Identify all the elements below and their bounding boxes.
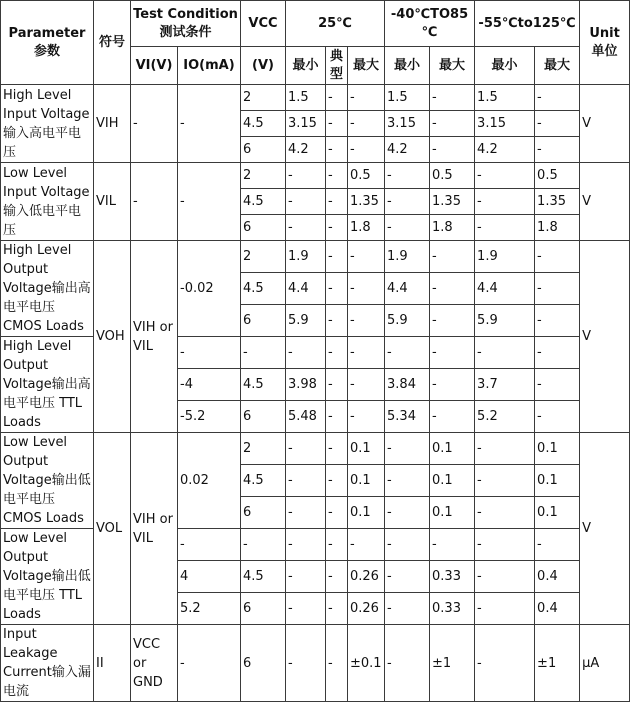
cell: - <box>430 137 475 163</box>
header-row <box>1 1 630 47</box>
table-row <box>1 163 630 189</box>
cell: 1.9 <box>385 241 430 273</box>
cell: 1.35 <box>430 189 475 215</box>
cell: - <box>475 163 535 189</box>
header-symbol: 符号 <box>94 1 131 85</box>
cell: 0.1 <box>348 465 385 497</box>
cell: - <box>286 593 326 625</box>
cell: - <box>535 369 580 401</box>
cell: - <box>385 337 430 369</box>
cell: ±1 <box>535 625 580 702</box>
cell: 4.5 <box>241 273 286 305</box>
cell: - <box>475 529 535 561</box>
vil-parameter: Low Level Input Voltage输入低电平电压 <box>1 163 94 241</box>
header-40c-85c: -40℃TO85℃ <box>385 1 475 47</box>
cell: - <box>348 305 385 337</box>
voh-cmos-parameter: High Level Output Voltage输出高电平电压 CMOS Loads <box>1 241 94 337</box>
cell: - <box>348 137 385 163</box>
cell: - <box>385 625 430 702</box>
cell: - <box>326 561 348 593</box>
ii-unit: μA <box>580 625 630 702</box>
cell: - <box>475 497 535 529</box>
cell: 4.4 <box>286 273 326 305</box>
cell: -5.2 <box>178 401 241 433</box>
cell: 3.15 <box>385 111 430 137</box>
cell: 0.26 <box>348 561 385 593</box>
vih-parameter: High Level Input Voltage输入高电平电压 <box>1 85 94 163</box>
voh-unit: V <box>580 241 630 433</box>
vol-cmos-io: 0.02 <box>178 433 241 529</box>
cell: 6 <box>241 625 286 702</box>
cell: 4.4 <box>475 273 535 305</box>
cell: - <box>326 497 348 529</box>
header-test-condition: Test Condition测试条件 <box>131 1 241 47</box>
vol-symbol: VOL <box>94 433 131 625</box>
ii-parameter: Input Leakage Current输入漏电流 <box>1 625 94 702</box>
cell: 1.9 <box>475 241 535 273</box>
cell: - <box>286 433 326 465</box>
cell: - <box>286 497 326 529</box>
cell: 5.34 <box>385 401 430 433</box>
cell: 5.48 <box>286 401 326 433</box>
cell: - <box>241 529 286 561</box>
cell: - <box>385 433 430 465</box>
cell: - <box>475 337 535 369</box>
cell: - <box>430 273 475 305</box>
cell: - <box>286 465 326 497</box>
cell: 4.5 <box>241 111 286 137</box>
cell: - <box>535 273 580 305</box>
cell: 4.5 <box>241 465 286 497</box>
cell: - <box>326 337 348 369</box>
cell: 6 <box>241 497 286 529</box>
header-vcc: VCC <box>241 1 286 47</box>
cell: 0.5 <box>348 163 385 189</box>
cell: ±1 <box>430 625 475 702</box>
cell: - <box>475 593 535 625</box>
cell: - <box>286 561 326 593</box>
cell: - <box>326 111 348 137</box>
header-vi: VI(V) <box>131 47 178 85</box>
cell: 4.2 <box>385 137 430 163</box>
cell: - <box>430 241 475 273</box>
cell: - <box>326 465 348 497</box>
cell: - <box>326 241 348 273</box>
cell: - <box>286 625 326 702</box>
cell: 2 <box>241 433 286 465</box>
cell: - <box>178 529 241 561</box>
cell: - <box>326 189 348 215</box>
cell: ±0.1 <box>348 625 385 702</box>
vih-vi: - <box>131 85 178 163</box>
cell: - <box>348 337 385 369</box>
header-25c-min: 最小 <box>286 47 326 85</box>
cell: - <box>348 273 385 305</box>
cell: 3.7 <box>475 369 535 401</box>
cell: 0.33 <box>430 593 475 625</box>
cell: - <box>475 189 535 215</box>
header-25c: 25℃ <box>286 1 385 47</box>
cell: - <box>385 497 430 529</box>
cell: - <box>535 85 580 111</box>
header-40c-min: 最小 <box>385 47 430 85</box>
cell: 0.1 <box>430 497 475 529</box>
cell: - <box>430 111 475 137</box>
vol-vi: VIH or VIL <box>131 433 178 625</box>
cell: 0.1 <box>430 433 475 465</box>
cell: - <box>286 529 326 561</box>
cell: 0.26 <box>348 593 385 625</box>
cell: - <box>535 337 580 369</box>
cell: 5.2 <box>178 593 241 625</box>
cell: - <box>348 241 385 273</box>
cell: 4.4 <box>385 273 430 305</box>
cell: 1.8 <box>430 215 475 241</box>
cell: 2 <box>241 241 286 273</box>
table-row <box>1 241 630 273</box>
cell: 3.15 <box>286 111 326 137</box>
header-55c-125c: -55℃to125℃ <box>475 1 580 47</box>
cell: - <box>535 305 580 337</box>
header-55c-max: 最大 <box>535 47 580 85</box>
cell: 6 <box>241 215 286 241</box>
cell: 1.35 <box>348 189 385 215</box>
cell: 2 <box>241 85 286 111</box>
vih-io: - <box>178 85 241 163</box>
cell: - <box>348 401 385 433</box>
cell: - <box>286 337 326 369</box>
cell: 1.35 <box>535 189 580 215</box>
cell: - <box>385 561 430 593</box>
cell: 1.5 <box>286 85 326 111</box>
cell: - <box>535 529 580 561</box>
cell: - <box>430 369 475 401</box>
cell: - <box>326 401 348 433</box>
cell: 1.5 <box>475 85 535 111</box>
cell: 1.9 <box>286 241 326 273</box>
cell: - <box>286 163 326 189</box>
cell: - <box>178 337 241 369</box>
cell: - <box>430 529 475 561</box>
ii-vi: VCC or GND <box>131 625 178 702</box>
cell: - <box>385 215 430 241</box>
vil-vi: - <box>131 163 178 241</box>
cell: 1.8 <box>535 215 580 241</box>
cell: - <box>430 85 475 111</box>
cell: 6 <box>241 401 286 433</box>
cell: 4.5 <box>241 369 286 401</box>
header-parameter: Parameter 参数 <box>1 1 94 85</box>
cell: - <box>535 111 580 137</box>
header-40c-max: 最大 <box>430 47 475 85</box>
cell: - <box>535 401 580 433</box>
ii-symbol: II <box>94 625 131 702</box>
cell: 6 <box>241 137 286 163</box>
vil-symbol: VIL <box>94 163 131 241</box>
cell: - <box>535 241 580 273</box>
header-55c-min: 最小 <box>475 47 535 85</box>
cell: - <box>326 529 348 561</box>
cell: 4 <box>178 561 241 593</box>
voh-symbol: VOH <box>94 241 131 433</box>
cell: 5.9 <box>385 305 430 337</box>
cell: 0.4 <box>535 593 580 625</box>
vil-io: - <box>178 163 241 241</box>
cell: - <box>475 625 535 702</box>
cell: 0.33 <box>430 561 475 593</box>
cell: 0.1 <box>430 465 475 497</box>
cell: - <box>326 625 348 702</box>
voh-ttl-parameter: High Level Output Voltage输出高电平电压 TTL Loads <box>1 337 94 433</box>
cell: 5.9 <box>286 305 326 337</box>
cell: - <box>348 85 385 111</box>
cell: - <box>475 561 535 593</box>
vol-unit: V <box>580 433 630 625</box>
header-25c-typ: 典型 <box>326 47 348 85</box>
cell: - <box>385 465 430 497</box>
cell: 6 <box>241 593 286 625</box>
cell: 1.8 <box>348 215 385 241</box>
cell: - <box>430 337 475 369</box>
cell: - <box>430 305 475 337</box>
cell: 3.15 <box>475 111 535 137</box>
cell: - <box>475 215 535 241</box>
vil-unit: V <box>580 163 630 241</box>
vol-cmos-parameter: Low Level Output Voltage输出低电平电压 CMOS Loads <box>1 433 94 529</box>
cell: - <box>326 85 348 111</box>
cell: 0.4 <box>535 561 580 593</box>
cell: - <box>535 137 580 163</box>
vih-unit: V <box>580 85 630 163</box>
cell: 0.1 <box>535 433 580 465</box>
cell: - <box>430 401 475 433</box>
cell: 4.5 <box>241 561 286 593</box>
cell: - <box>326 433 348 465</box>
cell: - <box>385 529 430 561</box>
cell: 4.2 <box>286 137 326 163</box>
cell: 0.5 <box>535 163 580 189</box>
cell: 0.1 <box>535 465 580 497</box>
ii-io: - <box>178 625 241 702</box>
cell: - <box>286 189 326 215</box>
cell: 5.9 <box>475 305 535 337</box>
cell: - <box>326 273 348 305</box>
cell: 5.2 <box>475 401 535 433</box>
voh-vi: VIH or VIL <box>131 241 178 433</box>
vih-symbol: VIH <box>94 85 131 163</box>
cell: 0.1 <box>535 497 580 529</box>
cell: 1.5 <box>385 85 430 111</box>
cell: - <box>326 137 348 163</box>
header-25c-max: 最大 <box>348 47 385 85</box>
header-io: IO(mA) <box>178 47 241 85</box>
cell: 0.1 <box>348 433 385 465</box>
cell: - <box>348 529 385 561</box>
cell: 3.84 <box>385 369 430 401</box>
cell: - <box>385 189 430 215</box>
cell: 0.1 <box>348 497 385 529</box>
cell: -4 <box>178 369 241 401</box>
header-vcc-unit: (V) <box>241 47 286 85</box>
cell: - <box>326 593 348 625</box>
cell: - <box>385 163 430 189</box>
cell: 2 <box>241 163 286 189</box>
cell: 4.5 <box>241 189 286 215</box>
cell: 3.98 <box>286 369 326 401</box>
cell: - <box>326 305 348 337</box>
cell: - <box>326 215 348 241</box>
table-row <box>1 625 630 702</box>
cell: - <box>326 163 348 189</box>
table-row <box>1 85 630 111</box>
cell: - <box>475 465 535 497</box>
cell: - <box>241 337 286 369</box>
cell: 0.5 <box>430 163 475 189</box>
vol-ttl-parameter: Low Level Output Voltage输出低电平电压 TTL Loads <box>1 529 94 625</box>
cell: - <box>326 369 348 401</box>
table-row <box>1 433 630 465</box>
cell: - <box>385 593 430 625</box>
cell: - <box>348 369 385 401</box>
cell: - <box>286 215 326 241</box>
header-unit: Unit 单位 <box>580 1 630 85</box>
cell: - <box>475 433 535 465</box>
cell: - <box>348 111 385 137</box>
voh-cmos-io: -0.02 <box>178 241 241 337</box>
cell: 6 <box>241 305 286 337</box>
cell: 4.2 <box>475 137 535 163</box>
